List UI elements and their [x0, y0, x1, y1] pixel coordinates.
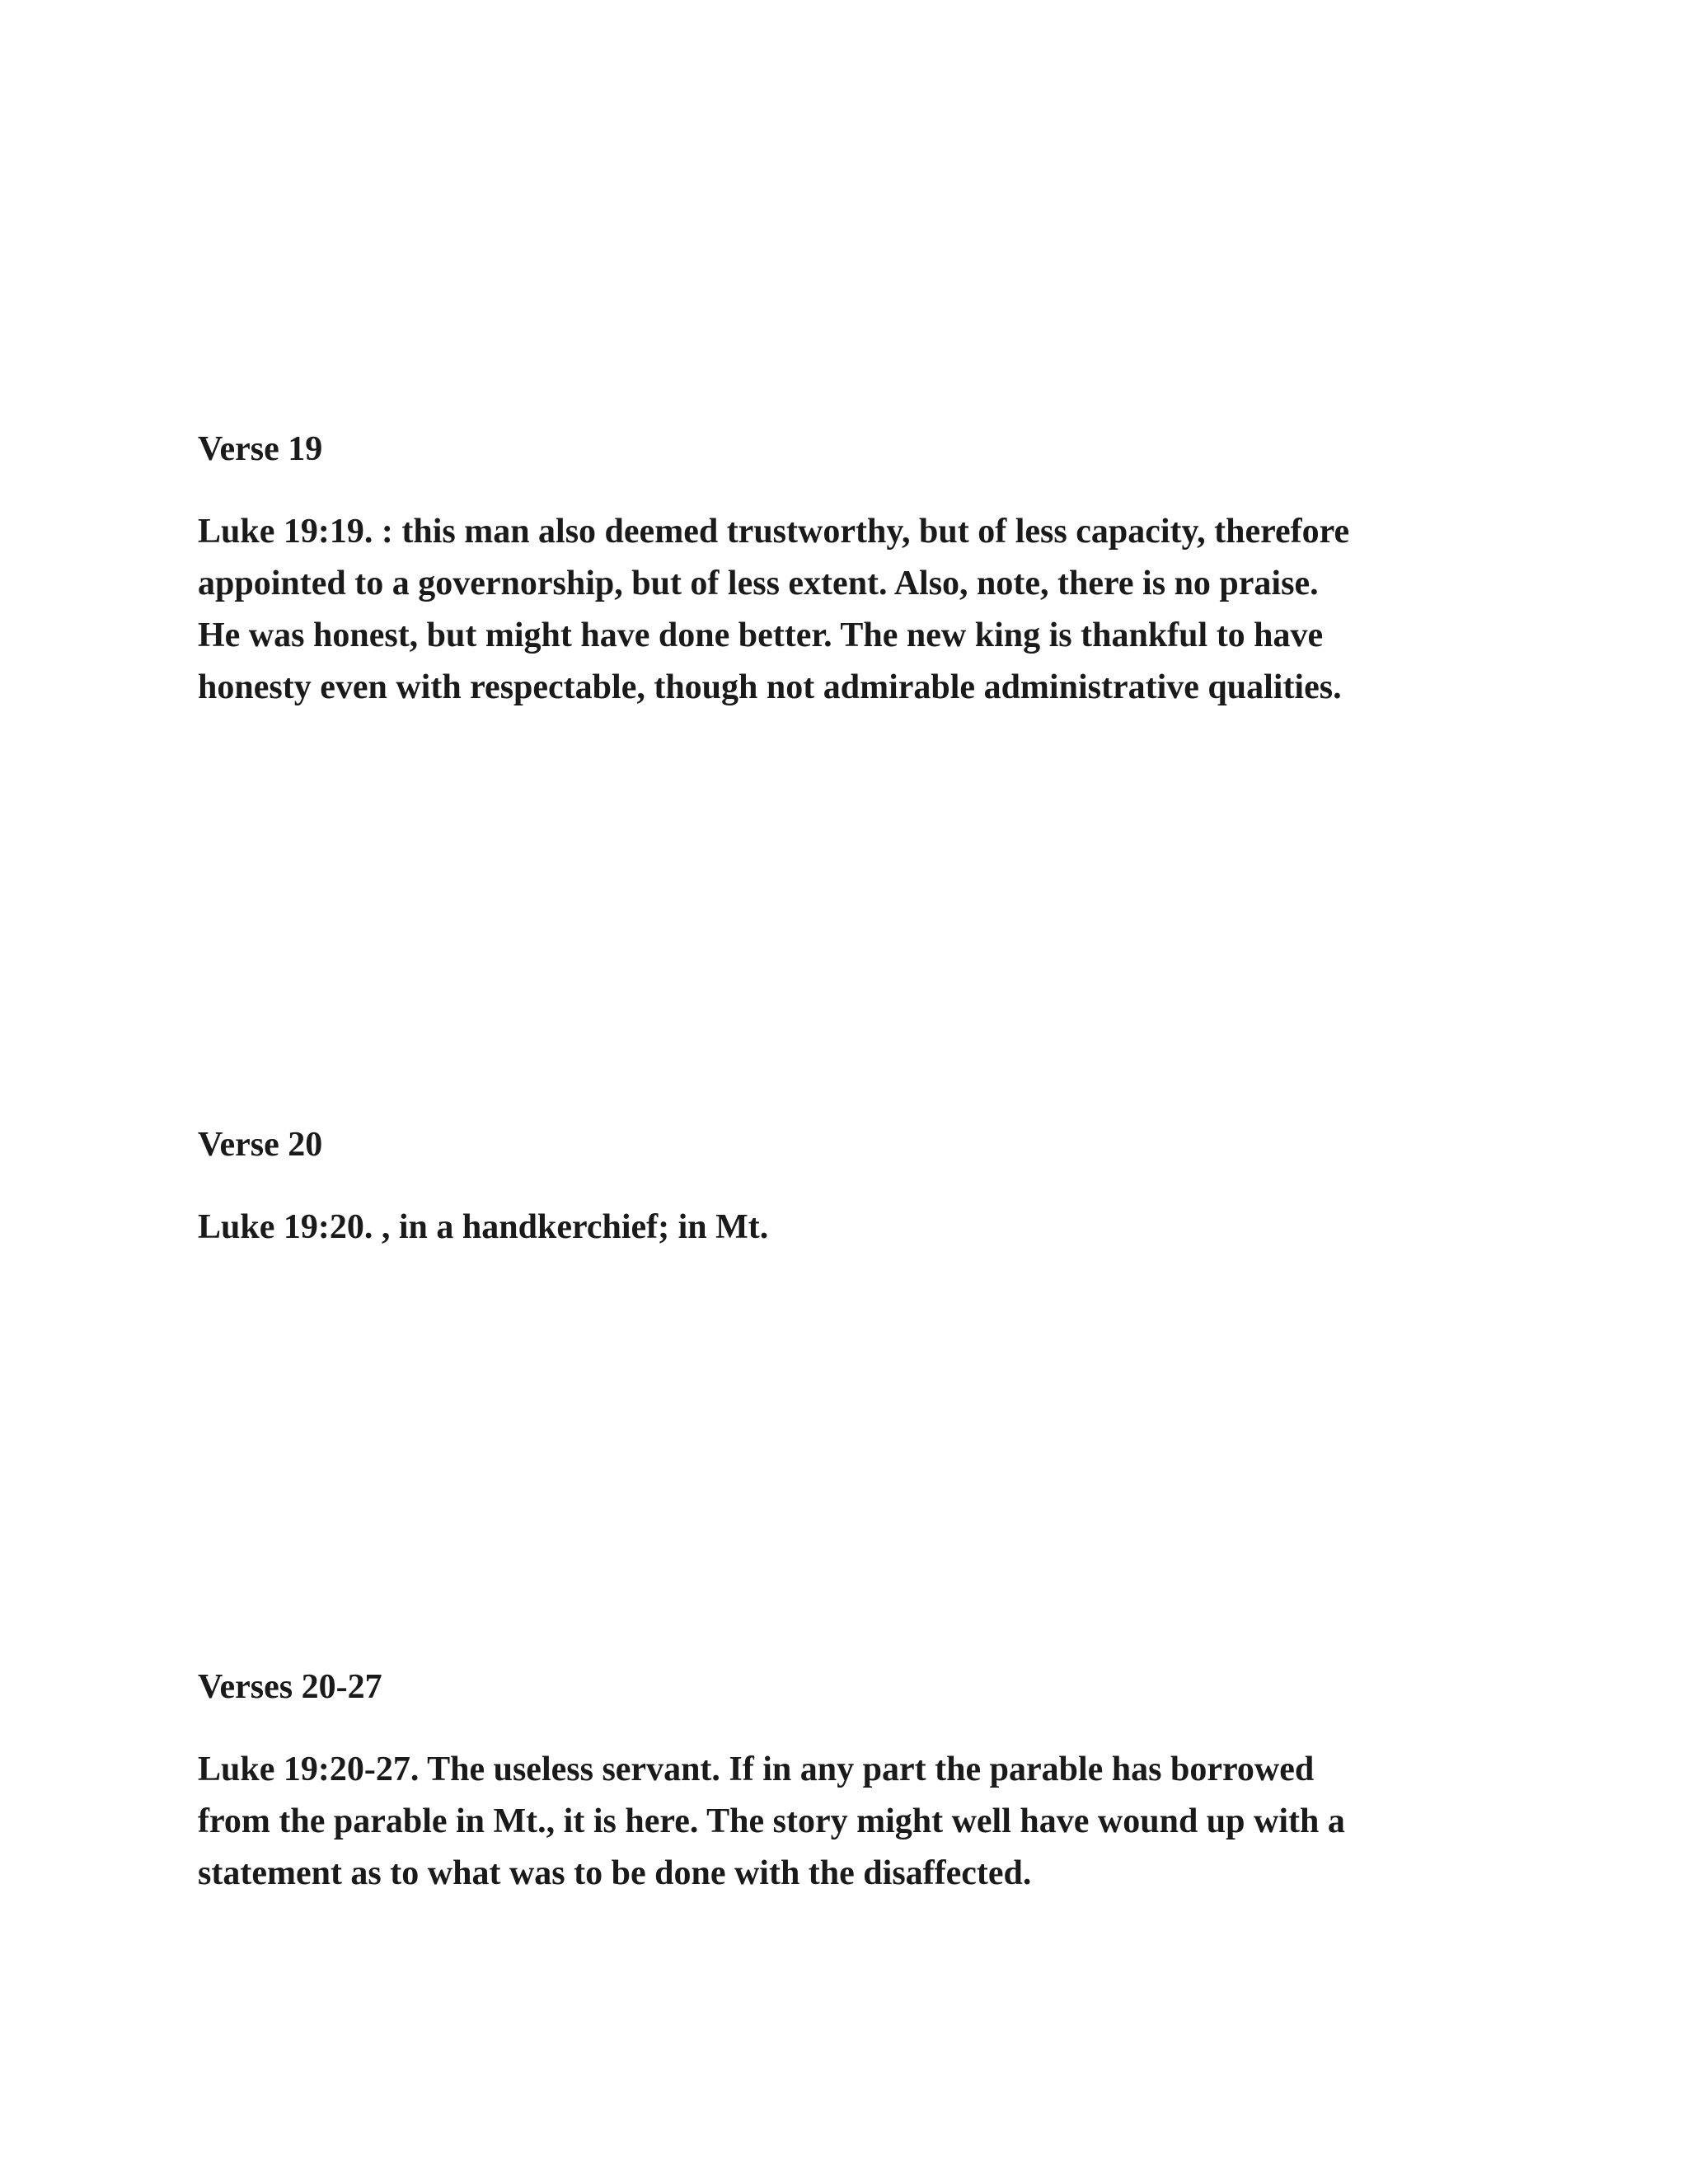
section-verse-20	[198, 1124, 1517, 1254]
section-paragraph	[198, 1202, 1517, 1254]
paragraph-line: He was honest, but might have done better. The new king is thankful to have	[198, 616, 1324, 654]
section-heading: Verse 19	[198, 430, 323, 468]
section-heading: Verses 20-27	[198, 1668, 382, 1706]
paragraph-line: Luke 19:19. : this man also deemed trustworthy, but of less capacity, therefore	[198, 513, 1350, 551]
paragraph-line: Luke 19:20-27. The useless servant. If in any part the parable has borrowed	[198, 1750, 1315, 1788]
paragraph-line: appointed to a governorship, but of less extent. Also, note, there is no praise.	[198, 565, 1319, 602]
paragraph-line: statement as to what was to be done with the disaffected.	[198, 1854, 1032, 1892]
paragraph-line: honesty even with respectable, though not admirable administrative qualities.	[198, 668, 1342, 706]
section-heading: Verse 20	[198, 1126, 323, 1164]
section-verses-20-27	[198, 1666, 1517, 1900]
section-paragraph	[198, 1744, 1517, 1900]
paragraph-line: Luke 19:20. , in a handkerchief; in Mt.	[198, 1208, 769, 1246]
paragraph-line: from the parable in Mt., it is here. The story might well have wound up with a	[198, 1802, 1345, 1840]
section-verse-19	[198, 429, 1517, 714]
section-paragraph	[198, 506, 1517, 714]
